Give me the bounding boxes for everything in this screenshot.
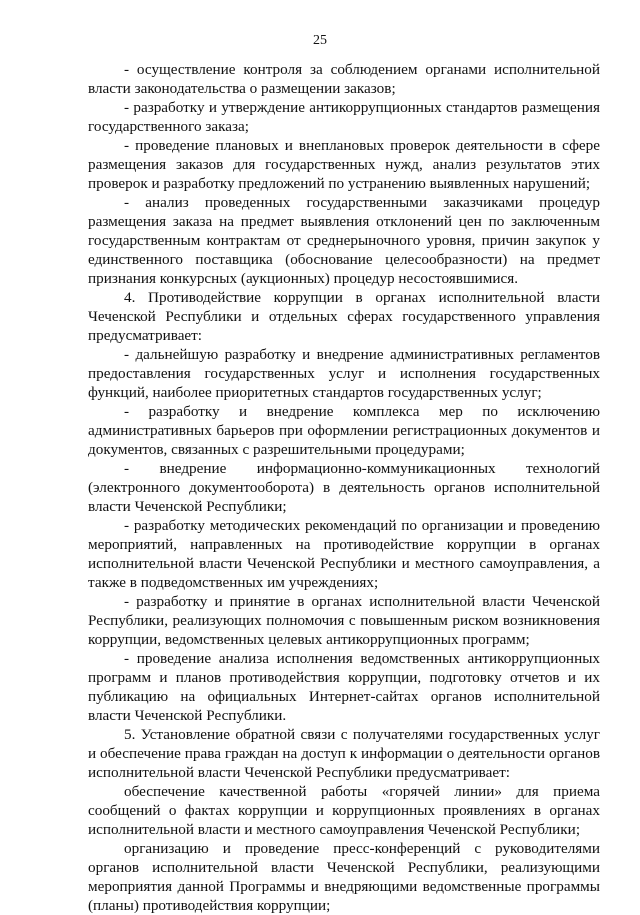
page-number: 25 bbox=[313, 33, 327, 48]
paragraph-3: - проведение плановых и внеплановых проверок деятельности в сфере размещения заказов для государственных нужд, анализ результатов этих проверок и разработку предложений по устранению выявленных нарушений; bbox=[88, 137, 600, 192]
paragraph-12: 5. Установление обратной связи с получателями государственных услуг и обеспечение права граждан на доступ к информации о деятельности органов исполнительной власти Чеченской Республики предусматривает: bbox=[88, 726, 600, 781]
paragraph-13: обеспечение качественной работы «горячей линии» для приема сообщений о фактах коррупции и коррупционных проявлениях в органах исполнительной власти и местного самоуправления Чеченской Республики; bbox=[88, 783, 600, 838]
paragraph-2: - разработку и утверждение антикоррупционных стандартов размещения государственного заказа; bbox=[88, 99, 600, 135]
document-body bbox=[88, 60, 600, 915]
paragraph-8: - внедрение информационно-коммуникационных технологий (электронного документооборота) в деятельность органов исполнительной власти Чеченской Республики; bbox=[88, 460, 600, 515]
paragraph-1: - осуществление контроля за соблюдением органами исполнительной власти законодательства о размещении заказов; bbox=[88, 61, 600, 97]
paragraph-10: - разработку и принятие в органах исполнительной власти Чеченской Республики, реализующих полномочия с повышенным риском возникновения коррупции, ведомственных целевых антикоррупционных программ; bbox=[88, 593, 600, 648]
paragraph-7: - разработку и внедрение комплекса мер по исключению административных барьеров при оформлении регистрационных документов и документов, связанных с разрешительными процедурами; bbox=[88, 403, 600, 458]
paragraph-14: организацию и проведение пресс-конференций с руководителями органов исполнительной власти Чеченской Республики, реализующими мероприятия данной Программы и внедряющими ведомственные программы (планы) противодействия коррупции; bbox=[88, 840, 600, 914]
paragraph-9: - разработку методических рекомендаций по организации и проведению мероприятий, направленных на противодействие коррупции в органах исполнительной власти Чеченской Республики и местного самоуправления, а также в подведомственных им учреждениях; bbox=[88, 517, 600, 591]
paragraph-5: 4. Противодействие коррупции в органах исполнительной власти Чеченской Республики и отдельных сферах государственного управления предусматривает: bbox=[88, 289, 600, 344]
paragraph-6: - дальнейшую разработку и внедрение административных регламентов предоставления государственных услуг и исполнения государственных функций, наиболее приоритетных стандартов государственных услуг; bbox=[88, 346, 600, 401]
paragraph-4: - анализ проведенных государственными заказчиками процедур размещения заказа на предмет выявления отклонений цен по заключенным государственным контрактам от среднерыночного уровня, причин закупок у единственного поставщика (обоснование целесообразности) на предмет признания конкурсных (аукционных) процедур несостоявшимися. bbox=[88, 194, 600, 287]
paragraph-11: - проведение анализа исполнения ведомственных антикоррупционных программ и планов противодействия коррупции, подготовку отчетов и их публикацию на официальных Интернет-сайтах органов исполнительной власти Чеченской Республики. bbox=[88, 650, 600, 724]
